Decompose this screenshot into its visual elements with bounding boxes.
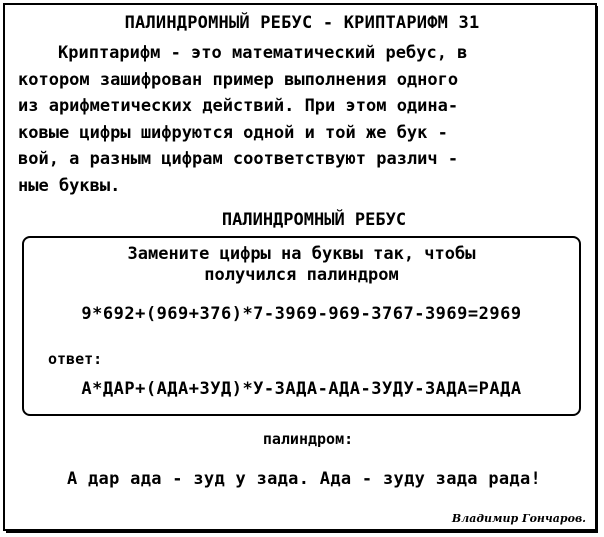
intro-line: котором зашифрован пример выполнения одного <box>18 69 459 90</box>
intro-text <box>18 40 590 199</box>
author-signature: Владимир Гончаров. <box>451 512 586 525</box>
intro-line: ковые цифры шифруются одной и той же бук - <box>18 122 448 143</box>
intro-line: из арифметических действий. При этом одина- <box>18 96 459 116</box>
intro-line: ные буквы. <box>18 175 121 196</box>
intro-line: вой, а разным цифрам соответствуют различ - <box>18 149 459 169</box>
page-title: ПАЛИНДРОМНЫЙ РЕБУС - КРИПТАРИФМ 31 <box>124 13 480 33</box>
palindrome-text: А дар ада - зуд у зада. Ада - зуду зада рада! <box>66 469 542 489</box>
section-subtitle: ПАЛИНДРОМНЫЙ РЕБУС <box>221 210 407 230</box>
task-line: получился палиндром <box>204 265 399 285</box>
answer: А*ДАР+(АДА+ЗУД)*У-ЗАДА-АДА-ЗУДУ-ЗАДА=РАДА <box>81 379 522 399</box>
puzzle-box <box>22 236 581 416</box>
task-line: Замените цифры на буквы так, чтобы <box>127 244 476 264</box>
equation: 9*692+(969+376)*7-3969-969-3767-3969=2969 <box>81 304 522 324</box>
intro-line: Криптарифм - это математический ребус, в <box>58 43 468 63</box>
task-text <box>24 244 579 286</box>
palindrome-label: палиндром: <box>262 430 354 448</box>
answer-label: ответ: <box>48 350 103 368</box>
